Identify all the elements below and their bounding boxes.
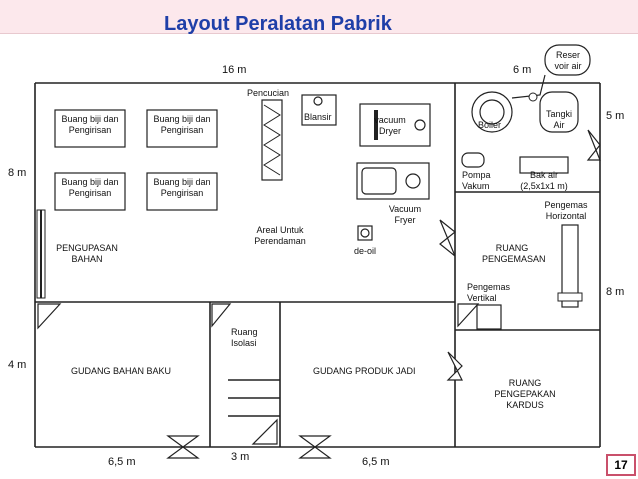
vacuum-fryer-label: Vacuum Fryer: [388, 204, 422, 225]
pengupasan-label: PENGUPASAN BAHAN: [56, 243, 118, 264]
dim-left-8m: 8 m: [8, 167, 27, 179]
vacuum-dryer-label: vacuum Dryer: [374, 115, 406, 136]
buang-biji-label-3: Buang biji dan Pengirisan: [61, 177, 119, 198]
pengemas-vertikal-label: Pengemas Vertikal: [467, 282, 511, 303]
pencucian-label: Pencucian: [247, 88, 290, 98]
deoil-knob: [361, 229, 369, 237]
buang-biji-label-1: Buang biji dan Pengirisan: [61, 114, 119, 135]
pengemas-vertikal-box: [477, 305, 501, 329]
door-symbol: [588, 130, 600, 160]
dim-bottom-65m-left: 6,5 m: [108, 456, 136, 468]
blansir-knob: [314, 97, 322, 105]
pipe: [512, 75, 545, 98]
pengemas-horizontal-label: Pengemas Horizontal: [544, 200, 588, 221]
buang-biji-label-2: Buang biji dan Pengirisan: [153, 114, 211, 135]
vacuum-fryer-inner: [362, 168, 396, 194]
buang-biji-label-4: Buang biji dan Pengirisan: [153, 177, 211, 198]
dim-bottom-65m-right: 6,5 m: [362, 456, 390, 468]
gudang-produk-jadi-label: GUDANG PRODUK JADI: [313, 366, 416, 376]
page-number-badge: 17: [606, 454, 636, 476]
vacuum-dryer-knob: [415, 120, 425, 130]
dim-top-16m: 16 m: [222, 64, 247, 76]
pengemas-horizontal-base: [558, 293, 582, 301]
tangki-air-label: Tangki Air: [545, 109, 572, 130]
dim-top-6m: 6 m: [513, 64, 532, 76]
door-swing: [458, 304, 478, 326]
door-swing: [38, 304, 60, 328]
dim-right-8m: 8 m: [606, 286, 625, 298]
door-swing: [212, 304, 230, 326]
pompa-vakum-label: Pompa Vakum: [462, 170, 491, 191]
areal-perendaman-label: Areal Untuk Perendaman: [254, 225, 306, 246]
blansir-label: Blansir: [304, 112, 332, 122]
page-title: Layout Peralatan Pabrik: [164, 13, 392, 35]
vacuum-fryer-knob: [406, 174, 420, 188]
gudang-bahan-baku-label: GUDANG BAHAN BAKU: [71, 366, 172, 376]
ruang-pengemasan-label: RUANG PENGEMASAN: [482, 243, 546, 264]
dim-left-4m: 4 m: [8, 359, 27, 371]
bak-air-label: Bak air (2,5x1x1 m): [520, 170, 568, 191]
pipe-valve: [529, 93, 537, 101]
dim-right-5m: 5 m: [606, 110, 625, 122]
reservoir-label: Reser voir air: [554, 50, 582, 71]
ruang-isolasi-label: Ruang Isolasi: [231, 327, 258, 348]
boiler-label: Boiler: [478, 120, 502, 130]
door-swing: [253, 420, 277, 444]
pompa-vakum-unit: [462, 153, 484, 167]
dim-bottom-3m: 3 m: [231, 451, 250, 463]
deoil-label: de-oil: [354, 246, 377, 256]
door-symbol: [440, 220, 455, 256]
ruang-pengepakan-label: RUANG PENGEPAKAN KARDUS: [494, 378, 556, 410]
